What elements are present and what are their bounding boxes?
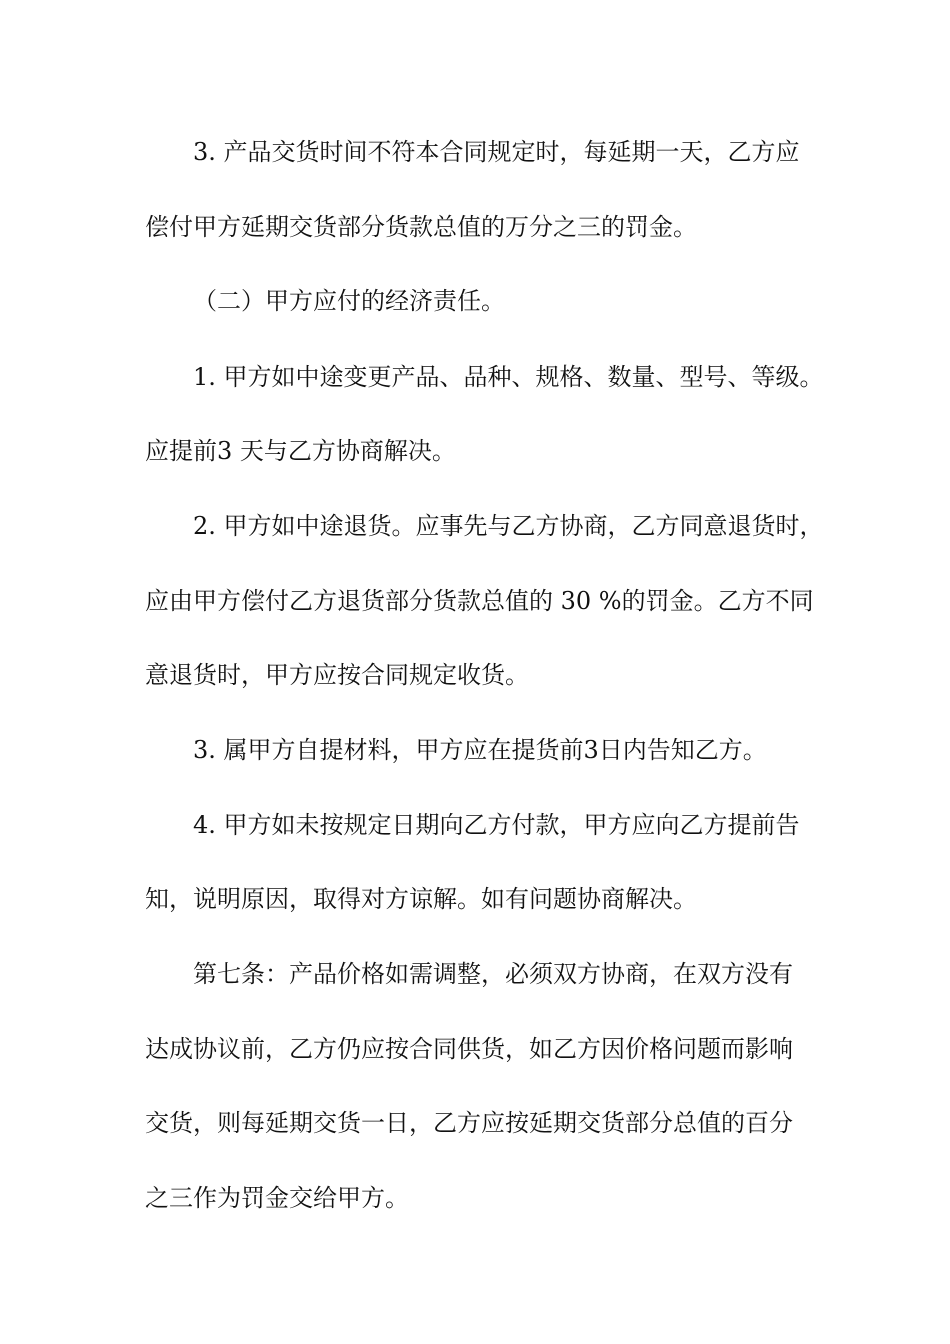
paragraph-line: 2. 甲方如中途退货。应事先与乙方协商，乙方同意退货时，: [193, 512, 824, 540]
paragraph-line: 4. 甲方如未按规定日期向乙方付款，甲方应向乙方提前告: [193, 811, 800, 839]
paragraph-line: 第七条：产品价格如需调整，必须双方协商，在双方没有: [193, 960, 793, 988]
paragraph-line: 达成协议前，乙方仍应按合同供货，如乙方因价格问题而影响: [145, 1035, 793, 1063]
paragraph-line: 应提前3 天与乙方协商解决。: [145, 437, 456, 465]
section-heading: （二）甲方应付的经济责任。: [193, 287, 505, 315]
paragraph-line: 交货，则每延期交货一日，乙方应按延期交货部分总值的百分: [145, 1109, 793, 1137]
paragraph-line: 之三作为罚金交给甲方。: [145, 1184, 409, 1212]
paragraph-line: 意退货时，甲方应按合同规定收货。: [145, 661, 529, 689]
paragraph-line: 偿付甲方延期交货部分货款总值的万分之三的罚金。: [145, 213, 697, 241]
paragraph-line: 应由甲方偿付乙方退货部分货款总值的 30 %的罚金。乙方不同: [145, 587, 814, 615]
paragraph-line: 3. 产品交货时间不符本合同规定时，每延期一天，乙方应: [193, 138, 800, 166]
paragraph-line: 知，说明原因，取得对方谅解。如有问题协商解决。: [145, 885, 697, 913]
paragraph-line: 3. 属甲方自提材料，甲方应在提货前3日内告知乙方。: [193, 736, 767, 764]
paragraph-line: 1. 甲方如中途变更产品、品种、规格、数量、型号、等级。: [193, 363, 824, 391]
